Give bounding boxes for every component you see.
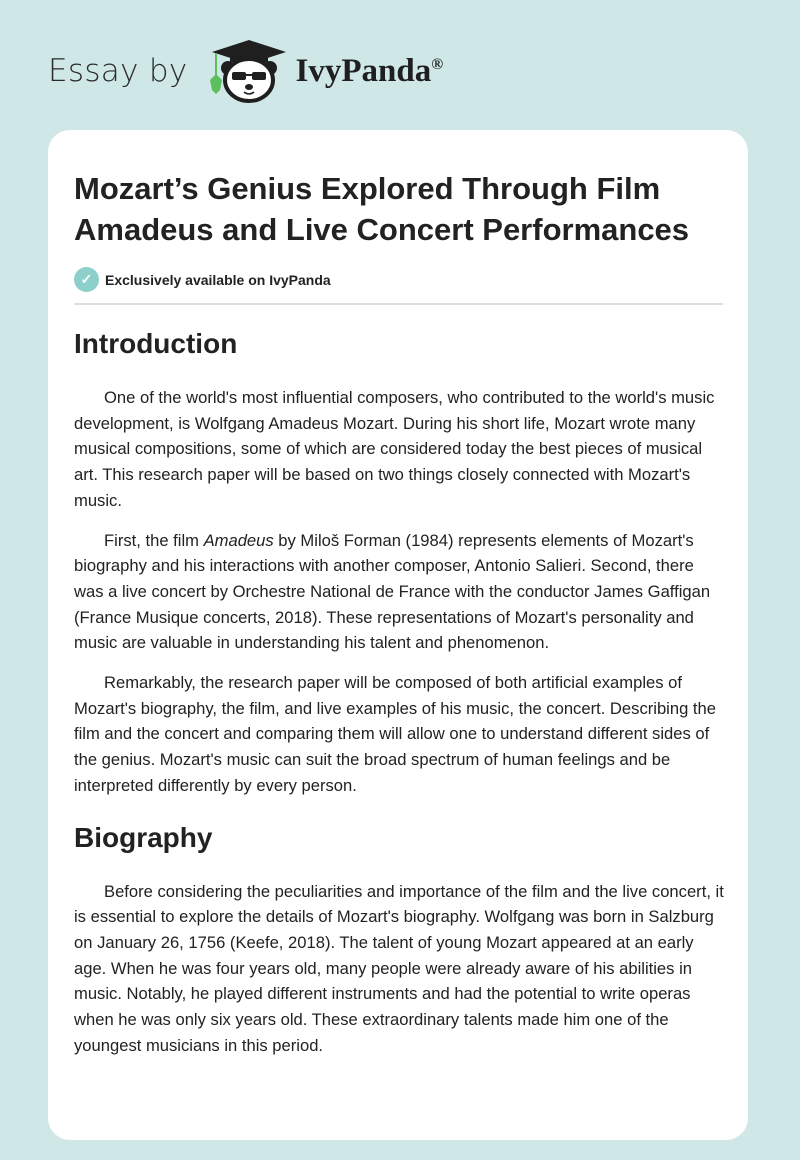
essay-by-label: Essay by [48, 53, 188, 89]
ivypanda-logo[interactable] [206, 36, 444, 106]
site-header [48, 36, 443, 106]
divider [74, 303, 723, 305]
section-heading-biography: Biography [74, 821, 213, 853]
panda-logo-icon [206, 36, 292, 106]
badge-text: Exclusively available on IvyPanda [105, 271, 331, 288]
exclusive-badge [74, 267, 722, 292]
check-icon: ✓ [74, 267, 99, 292]
film-title: Amadeus [203, 530, 274, 550]
paragraph: Before considering the peculiarities and importance of the film and the live concert, it is essential to explore the details of Mozart's biography. Wolfgang was born in Salzburg on January 26, 1756 (Keefe, 2018). The talent of young Mozart appeared at an early age. When he was four years old, many people were already aware of his abilities in music. Notably, he played different instruments and had the potential to write operas when he was only six years old. These extraordinary talents made him one of the youngest musicians in this period. [74, 881, 724, 1055]
section-heading-introduction: Introduction [74, 328, 238, 359]
paragraph: Remarkably, the research paper will be composed of both artificial examples of Mozart's biography, the film, and live examples of his music, the concert. Describing the film and the concert and comparing them will allow one to understand different sides of the genius. Mozart's music can suit the broad spectrum of human feelings and be interpreted differently by every person. [74, 673, 717, 795]
brand-name: IvyPanda® [295, 52, 444, 89]
essay-card [48, 130, 748, 1140]
paragraph: One of the world's most influential composers, who contributed to the world's music development, is Wolfgang Amadeus Mozart. During his short life, Mozart wrote many musical compositions, some of which are considered today the best pieces of musical art. This research paper will be based on two things closely connected with Mozart's music. [74, 388, 715, 510]
essay-title: Mozart’s Genius Explored Through Film Amadeus and Live Concert Performances [74, 171, 690, 247]
paragraph: First, the film Amadeus by Miloš Forman (1984) represents elements of Mozart's biography and his interactions with another composer, Antonio Salieri. Second, there was a live concert by Orchestre National de France with the conductor James Gaffigan (France Musique concerts, 2018). These representations of Mozart's personality and music are valuable in understanding his talent and phenomenon. [74, 530, 711, 653]
